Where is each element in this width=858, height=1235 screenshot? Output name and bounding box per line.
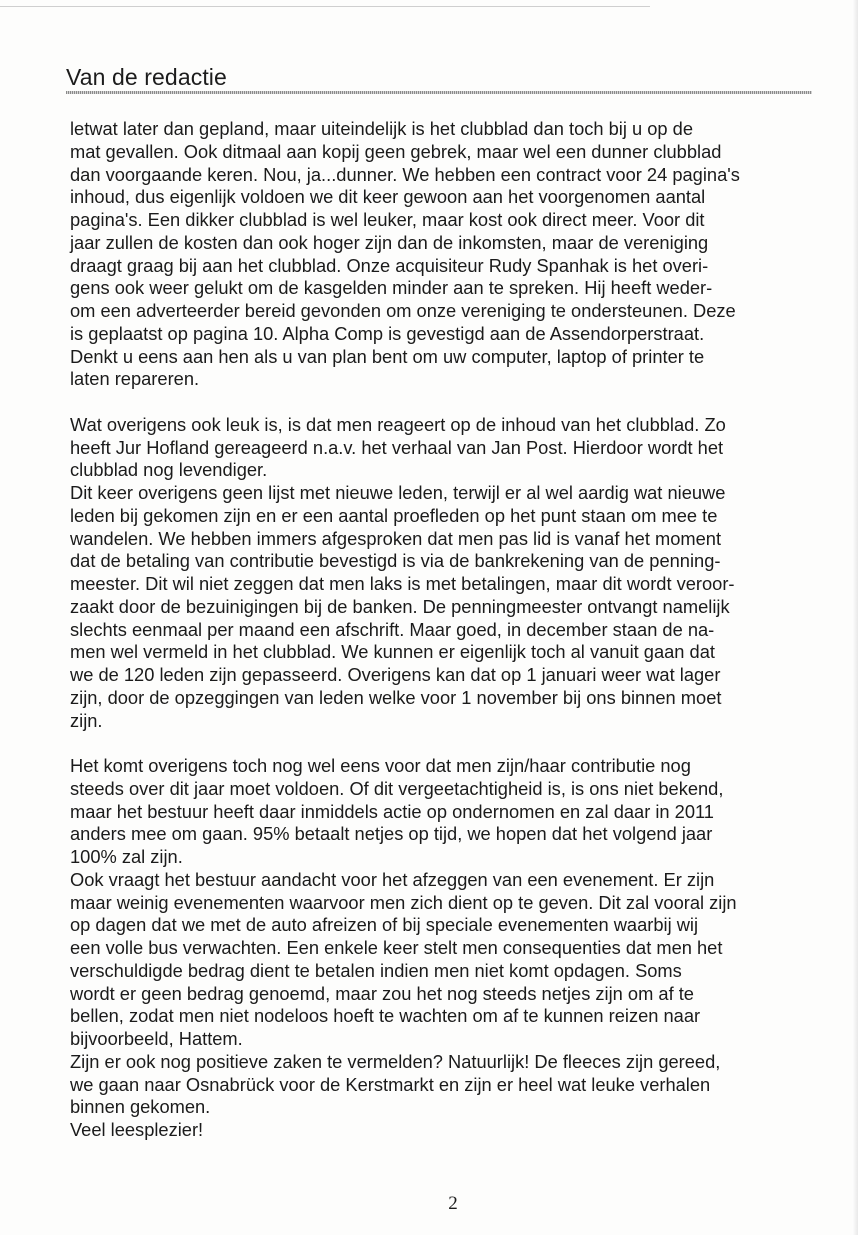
text-line: Veel leesplezier!: [70, 1119, 204, 1140]
text-line: maar weinig evenementen waarvoor men zich dient op te geven. Dit zal vooral zijn: [70, 891, 737, 913]
text-line: men wel vermeld in het clubblad. We kunnen er eigenlijk toch al vanuit gaan dat: [70, 641, 715, 663]
text-line: heeft Jur Hofland gereageerd n.a.v. het verhaal van Jan Post. Hierdoor wordt het: [70, 436, 724, 458]
text-line: dan voorgaande keren. Nou, ja...dunner. We hebben een contract voor 24 pagina's: [70, 163, 740, 185]
text-line: op dagen dat we met de auto afreizen of bij speciale evenementen waarbij wij: [70, 914, 699, 936]
text-line: letwat later dan gepland, maar uiteindelijk is het clubblad dan toch bij u op de: [70, 118, 693, 139]
text-line: meester. Dit wil niet zeggen dat men laks is met betalingen, maar dit wordt veroor-: [70, 573, 735, 594]
text-line: Ook vraagt het bestuur aandacht voor het afzeggen van een evenement. Er zijn: [70, 868, 715, 890]
page-edge-shadow: [852, 0, 858, 1235]
text-line: bijvoorbeeld, Hattem.: [70, 1028, 243, 1049]
text-line: zaakt door de bezuinigingen bij de banken. De penningmeester ontvangt namelijk: [70, 595, 730, 617]
text-line: bellen, zodat men niet nodeloos hoeft te wachten om af te kunnen reizen naar: [70, 1005, 701, 1027]
heading-underline: [66, 91, 812, 94]
paragraph-gap: [70, 391, 830, 414]
text-line: verschuldigde bedrag dient te betalen indien men niet komt opdagen. Soms: [70, 959, 682, 981]
text-line: wordt er geen bedrag genoemd, maar zou het nog steeds netjes zijn om af te: [70, 982, 694, 1004]
text-line: pagina's. Een dikker clubblad is wel leuker, maar kost ook direct meer. Voor dit: [70, 209, 705, 230]
text-line: gens ook weer gelukt om de kasgelden minder aan te spreken. Hij heeft weder-: [70, 277, 713, 299]
text-line: clubblad nog levendiger.: [70, 459, 268, 481]
text-line: steeds over dit jaar moet voldoen. Of dit vergeetachtigheid is, is ons niet bekend,: [70, 777, 724, 799]
text-line: leden bij gekomen zijn en er een aantal proefleden op het punt staan om mee te: [70, 504, 718, 526]
text-line: anders mee om gaan. 95% betaalt netjes op tijd, we hopen dat het volgend jaar: [70, 823, 713, 845]
text-line: Het komt overigens toch nog wel eens voor dat men zijn/haar contributie nog: [70, 755, 691, 776]
text-line: zijn.: [70, 709, 103, 731]
text-line: binnen gekomen.: [70, 1096, 211, 1118]
text-line: inhoud, dus eigenlijk voldoen we dit keer gewoon aan het voorgenomen aantal: [70, 186, 706, 208]
text-line: om een adverteerder bereid gevonden om onze vereniging te ondersteunen. Deze: [70, 300, 736, 321]
text-line: laten repareren.: [70, 368, 200, 390]
paragraph-gap: [70, 732, 830, 755]
text-line: zijn, door de opzeggingen van leden welke voor 1 november bij ons binnen moet: [70, 686, 722, 708]
article-body: [70, 118, 830, 1142]
text-line: jaar zullen de kosten dan ook hoger zijn dan de inkomsten, maar de vereniging: [70, 231, 709, 253]
text-line: Wat overigens ook leuk is, is dat men reageert op de inhoud van het clubblad. Zo: [70, 413, 726, 435]
text-line: een volle bus verwachten. Een enkele keer stelt men consequenties dat men het: [70, 937, 723, 958]
text-line: Denkt u eens aan hen als u van plan bent om uw computer, laptop of printer te: [70, 345, 705, 367]
paragraph: [70, 118, 830, 391]
paragraph: [70, 755, 830, 1142]
text-line: is geplaatst op pagina 10. Alpha Comp is gevestigd aan de Assendorperstraat.: [70, 322, 705, 344]
paragraph: [70, 414, 830, 733]
text-line: maar het bestuur heeft daar inmiddels actie op ondernomen en zal daar in 2011: [70, 800, 714, 822]
text-line: draagt graag bij aan het clubblad. Onze acquisiteur Rudy Spanhak is het overi-: [70, 254, 709, 276]
text-line: mat gevallen. Ook ditmaal aan kopij geen gebrek, maar wel een dunner clubblad: [70, 140, 722, 162]
text-line: we gaan naar Osnabrück voor de Kerstmarkt en zijn er heel wat leuke verhalen: [70, 1073, 711, 1095]
text-line: Zijn er ook nog positieve zaken te vermelden? Natuurlijk! De fleeces zijn gereed,: [70, 1050, 721, 1072]
text-line: we de 120 leden zijn gepasseerd. Overigens kan dat op 1 januari weer wat lager: [70, 664, 721, 685]
text-line: 100% zal zijn.: [70, 846, 183, 867]
text-line: slechts eenmaal per maand een afschrift. Maar goed, in december staan de na-: [70, 618, 715, 640]
text-line: dat de betaling van contributie bevestigd is via de bankrekening van de penning-: [70, 550, 721, 572]
text-line: Dit keer overigens geen lijst met nieuwe leden, terwijl er al wel aardig wat nieuwe: [70, 482, 726, 503]
page-number: 2: [448, 1193, 458, 1214]
top-border-line: [0, 6, 650, 7]
section-heading: Van de redactie: [66, 64, 227, 90]
text-line: wandelen. We hebben immers afgesproken dat men pas lid is vanaf het moment: [70, 527, 722, 549]
